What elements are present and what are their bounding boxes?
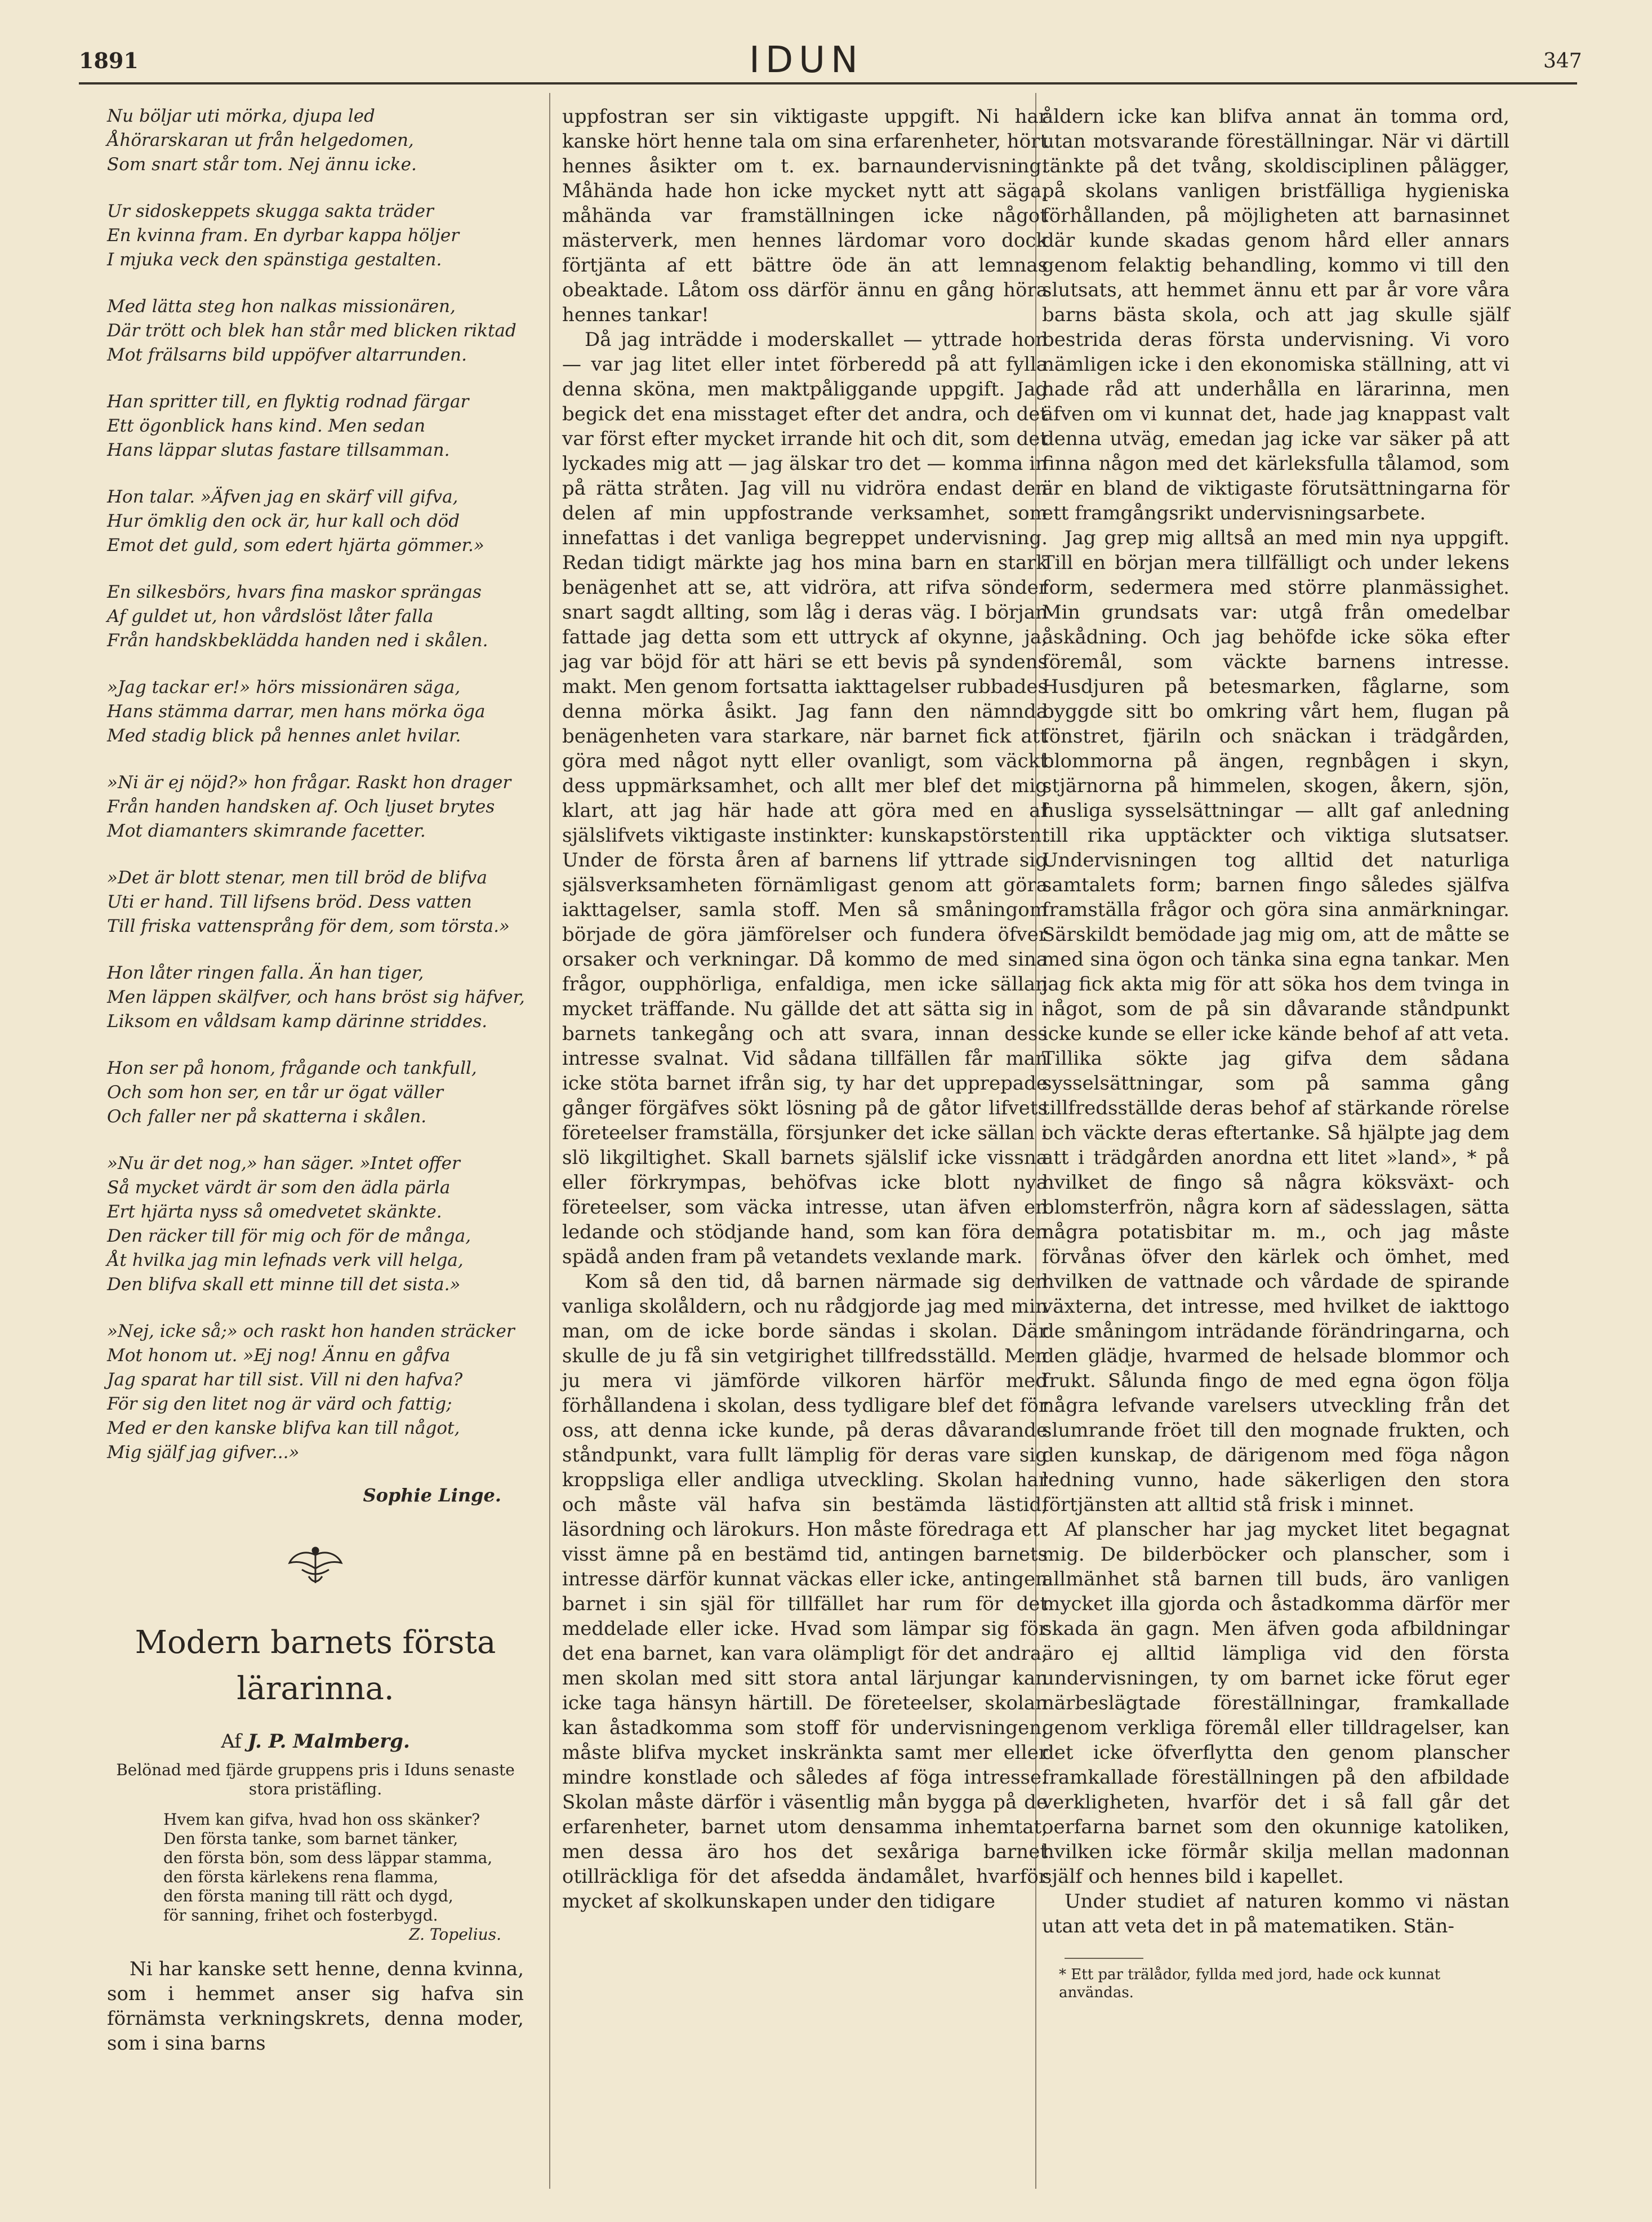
poem-line: »Det är blott stenar, men till bröd de blifva: [107, 868, 487, 888]
article-title-line: Modern barnets första: [135, 1624, 496, 1661]
column-divider: [549, 93, 550, 2189]
poem-line: Hon ser på honom, frågande och tankfull,: [107, 1058, 477, 1078]
poem-line: Till friska vattensprång för dem, som törsta.»: [107, 916, 510, 936]
epigraph-line: den första bön, som dess läppar stamma,: [163, 1848, 493, 1867]
poem-line: Hur ömklig den ock är, hur kall och död: [107, 511, 460, 531]
poem-line: Nu böljar uti mörka, djupa led: [107, 106, 375, 126]
poem-line: Som snart står tom. Nej ännu icke.: [107, 154, 417, 175]
article-paragraph: Då jag inträdde i moderskallet — yttrade hon — var jag litet eller intet förberedd på att fylla denna sköna, men maktpåliggande uppgift. Jag begick det ena misstaget efter det andra, och det var först efter mycket irrande hit och dit, som det lyckades mig att — jag älskar tro det — komma in på rätta stråten. Jag vill nu vidröra endast den delen af min uppfostrande verksamhet, som innefattas i det vanliga begreppet undervisning. Redan tidigt märkte jag hos mina barn en stark benägenhet att se, att vidröra, att rifva sönder snart sagdt allting, som låg i deras väg. I början fattade jag detta som ett uttryck af okynne, ja, jag var böjd för att häri se ett bevis på syndens makt. Men genom fortsatta iakttagelser rubbades denna mörka åsikt. Jag fann den nämnda benägenheten vara starkare, när barnet fick att göra med något nytt eller ovanligt, som väckt dess uppmärksamhet, och allt mer blef det mig klart, att jag här hade att göra med en af själslifvets viktigaste instinkter: kunskapstörsten. Under de första åren af barnens lif yttrade sig själsverksamheten förnämligast genom att göra iakttagelser, samla stoff. Men så småningom började de göra jämförelser och fundera öfver orsaker och verkningar. Då kommo de med sina frågor, oupphörliga, enfaldiga, men icke sällan mycket träffande. Nu gällde det att sätta sig in i barnets tankegång och att svara, innan dess intresse svalnat. Vid sådana tillfällen får man icke stöta barnet ifrån sig, ty har det upprepade gånger förgäfves sökt lösning på de gåtor lifvets företeelser framställa, försjunker det icke sällan i slö likgiltighet. Skall barnets själslif icke vissna eller förkrympas, behöfvas icke blott nya företeelser, som väcka intresse, utan äfven en ledande och stödjande hand, som kan föra den spädå anden fram på vetandets vexlande mark.: [562, 328, 1048, 1268]
poem-line: Från handskbeklädda handen ned i skålen.: [107, 630, 488, 651]
prize-note: [107, 1761, 524, 1799]
poem-line: Den blifva skall ett minne till det sista.»: [107, 1274, 461, 1295]
poem-line: Och faller ner på skatterna i skålen.: [107, 1106, 427, 1127]
article-paragraph: uppfostran ser sin viktigaste uppgift. Ni har kanske hört henne tala om sina erfarenheter, hört hennes åsikter om t. ex. barnaundervisning. Måhända hade hon icke mycket nytt att säga, måhända var framställningen icke något mästerverk, men hennes lärdomar voro dock förtjänta af ett bättre öde än att lemnas obeaktade. Låtom oss därför ännu en gång höra hennes tankar!: [562, 105, 1048, 326]
poem-line: En silkesbörs, hvars fina maskor sprängas: [107, 582, 482, 602]
article-paragraph: Under studiet af naturen kommo vi nästan utan att veta det in på matematiken. Stän-: [1042, 1890, 1509, 1937]
poem-line: En kvinna fram. En dyrbar kappa höljer: [107, 225, 460, 246]
header-year: 1891: [79, 48, 139, 73]
poem-stanza: [107, 485, 524, 558]
poem-line: Mig själf jag gifver...»: [107, 1442, 300, 1463]
poem-line: Och som hon ser, en tår ur ögat väller: [107, 1082, 443, 1103]
article-title-line: lärarinna.: [237, 1670, 394, 1707]
poem-line: Den räcker till för mig och för de många,: [107, 1226, 471, 1246]
column-1: [107, 104, 524, 2056]
article-paragraph: Kom så den tid, då barnen närmade sig den vanliga skolåldern, och nu rådgjorde jag med min man, om de icke borde sändas i skolan. Där skulle de ju få sin vetgirighet tillfredsställd. Men ju mera vi jämförde vilkoren härför med förhållandena i skolan, dess tydligare blef det för oss, att denna icke kunde, på deras dåvarande ståndpunkt, vara fullt lämplig för deras vare sig kroppsliga eller andliga utveckling. Skolan har och måste väl hafva sin bestämda lästid, läsordning och lärokurs. Hon måste föredraga ett visst ämne på en bestämd tid, antingen barnets intresse därför kunnat väckas eller icke, antingen barnet i sin själ för tillfället har rum för det meddelade eller icke. Hvad som lämpar sig för det ena barnet, kan vara olämpligt för det andra, men skolan med sitt stora antal lärjungar kan icke taga hänsyn härtill. De företeelser, skolan kan åstadkomma som stoff för undervisningen, måste blifva mycket inskränkta samt mer eller mindre konstlade och således af föga intresse. Skolan måste därför i väsentlig mån bygga på de erfarenheter, barnet utom densamma inhemtat, men dessa äro hos det sexåriga barnet otillräckliga för det afsedda ändamålet, hvarför mycket af skolkunskapen under den tidigare: [562, 1270, 1048, 1913]
poem-line: Hans stämma darrar, men hans mörka öga: [107, 701, 486, 722]
epigraph-line: Hvem kan gifva, hvad hon oss skänker?: [163, 1810, 480, 1829]
poem-line: Mot frälsarns bild uppöfver altarrunden.: [107, 345, 467, 365]
article-paragraph: Ni har kanske sett henne, denna kvinna, som i hemmet anser sig hafva sin förnämsta verkningskrets, denna moder, som i sina barns: [107, 1958, 524, 2055]
poem-line: Hon låter ringen falla. Än han tiger,: [107, 963, 424, 983]
poem-line: Så mycket värdt är som den ädla pärla: [107, 1177, 451, 1198]
poem-stanza: [107, 390, 524, 463]
poem-line: Uti er hand. Till lifsens bröd. Dess vatten: [107, 892, 472, 912]
poem-line: Hans läppar slutas fastare tillsamman.: [107, 440, 450, 460]
poem-stanza: [107, 866, 524, 939]
poem-line: »Nej, icke så;» och raskt hon handen sträcker: [107, 1321, 515, 1341]
floral-vignette-icon: [107, 1544, 524, 1595]
poem-line: Mot diamanters skimrande facetter.: [107, 821, 426, 841]
poem-line: I mjuka veck den spänstiga gestalten.: [107, 250, 442, 270]
poem-line: Med lätta steg hon nalkas missionären,: [107, 296, 456, 317]
epigraph-author: Z. Topelius.: [409, 1925, 501, 1944]
footnote-rule: [1065, 1958, 1143, 1959]
column-3: [1042, 104, 1509, 2002]
poem-line: Jag sparat har till sist. Vill ni den hafva?: [107, 1370, 463, 1390]
epigraph: [163, 1810, 524, 1925]
poem-stanza: [107, 1152, 524, 1297]
poem-line: Med stadig blick på hennes anlet hvilar.: [107, 726, 461, 746]
byline-prefix: Af: [221, 1730, 242, 1753]
column-2: [562, 104, 1048, 1914]
poem-line: »Jag tackar er!» hörs missionären säga,: [107, 677, 461, 697]
poem-line: Åt hvilka jag min lefnads verk vill helga,: [107, 1250, 464, 1270]
article-paragraph: åldern icke kan blifva annat än tomma ord, utan motsvarande föreställningar. När vi därtill tänkte på det tvång, skoldisciplinen pålägger, på skolans vanligen bristfälliga hygieniska förhållanden, på möjligheten att barnasinnet där kunde skadas genom hård eller annars genom felaktig behandling, kommo vi till den slutsats, att hemmet ännu ett par år vore våra barns bästa skola, och att jag skulle själf bestrida deras första undervisning. Vi voro nämligen icke i den ekonomiska ställning, att vi hade råd att underhålla en lärarinna, men äfven om vi kunnat det, hade jag knappast valt denna utväg, emedan jag icke var säker på att finna någon med det kärleksfulla tålamod, som är en bland de viktigaste förutsättningarna för ett framgångsrikt undervisningsarbete.: [1042, 105, 1509, 525]
poem-line: Emot det guld, som edert hjärta gömmer.»: [107, 535, 484, 556]
poem-line: Från handen handsken af. Och ljuset brytes: [107, 797, 495, 817]
poem-line: Af guldet ut, hon vårdslöst låter falla: [107, 606, 434, 626]
poem-line: Åhörarskaran ut från helgedomen,: [107, 130, 414, 150]
header-rule: [79, 82, 1577, 85]
poem-line: Liksom en våldsam kamp därinne striddes.: [107, 1011, 488, 1032]
epigraph-line: för sanning, frihet och fosterbygd.: [163, 1906, 438, 1925]
poem-line: Men läppen skälfver, och hans bröst sig häfver,: [107, 987, 525, 1007]
article-byline: [107, 1729, 524, 1754]
poem-line: Ur sidoskeppets skugga sakta träder: [107, 201, 434, 221]
article-paragraph: Jag grep mig alltså an med min nya uppgift. Till en början mera tillfälligt och under lekens form, sedermera med större planmässighet. Min grundsats var: utgå från omedelbar åskådning. Och jag behöfde icke söka efter föremål, som väckte barnens intresse. Husdjuren på betesmarken, fåglarne, som byggde sitt bo omkring vårt hem, flugan på fönstret, fjäriln och snäckan i trädgården, blommorna på ängen, regnbågen i skyn, stjärnorna på himmelen, skogen, åkern, sjön, husliga sysselsättningar — allt gaf anledning till rika upptäckter och viktiga slutsatser. Undervisningen tog alltid det naturliga samtalets form; barnen fingo således själfva framställa frågor och göra sina anmärkningar. Särskildt bemödade jag mig om, att de måtte se med sina ögon och tänka sina egna tankar. Men jag fick akta mig för att söka hos dem tvinga in något, som de på sin dåvarande ståndpunkt icke kunde se eller icke kände behof af att veta. Tillika sökte jag gifva dem sådana sysselsättningar, som på samma gång tillfredsställde deras behof af stärkande rörelse och väckte deras eftertanke. Så hjälpte jag dem att i trädgården anordna ett litet »land», * på hvilket de fingo så några köksväxt- och blomsterfrön, några korn af sädesslagen, sätta några potatisbitar m. m., och jag måste förvånas öfver den kärlek och ömhet, med hvilken de vattnade och vårdade de spirande växterna, det intresse, med hvilket de iakttogo de småningom inträdande förändringarna, och den glädje, hvarmed de helsade blommor och frukt. Sålunda fingo de med egna ögon följa några lefvande varelsers utveckling från det slumrande fröet till den mognade frukten, och den kunskap, de därigenom med föga någon ledning vunno, hade säkerligen den stora förtjänsten att alltid stå frisk i minnet.: [1042, 527, 1509, 1516]
poem-line: Mot honom ut. »Ej nog! Ännu en gåfva: [107, 1345, 451, 1366]
footnote: * Ett par trälådor, fyllda med jord, hade ock kunnat användas.: [1059, 1966, 1441, 2001]
poem-line: Där trött och blek han står med blicken riktad: [107, 321, 516, 341]
poem-line: Hon talar. »Äfven jag en skärf vill gifva,: [107, 487, 458, 507]
poem-line: »Nu är det nog,» han säger. »Intet offer: [107, 1153, 460, 1174]
poem-signature: Sophie Linge.: [363, 1485, 501, 1506]
poem-line: Ert hjärta nyss så omedvetet skänkte.: [107, 1202, 442, 1222]
floral-vignette-icon: [282, 1544, 349, 1589]
prize-line: Belönad med fjärde gruppens pris i Iduns senaste: [116, 1761, 515, 1779]
epigraph-line: den första maning till rätt och dygd,: [163, 1887, 453, 1905]
poem-line: Med er den kanske blifva kan till något,: [107, 1418, 460, 1438]
article-paragraph: Af planscher har jag mycket litet begagnat mig. De bilderböcker och planscher, som i allmänhet stå barnen till buds, äro vanligen mycket illa gjorda och åstadkomma därför mer skada än gagn. Men äfven goda afbildningar äro ej alltid lämpliga vid den första undervisningen, ty om barnet icke förut eger närbeslägtade föreställningar, framkallade genom verkliga föremål eller tilldragelser, kan det icke öfverflytta den genom planscher framkallade föreställningen på den afbildade verkligheten, hvarför det i så fall går det oerfarna barnet som den okunnige katoliken, hvilken icke förmår skilja mellan madonnan själf och hennes bild i kapellet.: [1042, 1518, 1509, 1888]
poem-line: »Ni är ej nöjd?» hon frågar. Raskt hon drager: [107, 772, 511, 793]
prize-line: stora pristäfling.: [248, 1780, 382, 1798]
epigraph-line: den första kärlekens rena flamma,: [163, 1868, 439, 1886]
poem-line: För sig den litet nog är värd och fattig;: [107, 1394, 452, 1414]
poem-stanza: [107, 1319, 524, 1465]
epigraph-line: Den första tanke, som barnet tänker,: [163, 1829, 458, 1848]
epigraph-attribution: [163, 1925, 524, 1944]
poem-stanza: [107, 580, 524, 653]
article-title: [107, 1620, 524, 1712]
poem-line: Han spritter till, en flyktig rodnad färgar: [107, 392, 469, 412]
poem-line: Ett ögonblick hans kind. Men sedan: [107, 416, 426, 436]
poem-stanza: [107, 961, 524, 1034]
poem: [107, 104, 524, 1465]
poem-stanza: [107, 676, 524, 748]
header-page-number: 347: [1543, 50, 1582, 73]
poem-stanza: [107, 104, 524, 177]
poem-stanza: [107, 771, 524, 843]
article-author: J. P. Malmberg.: [247, 1730, 410, 1753]
header-title: IDUN: [749, 39, 863, 81]
poem-stanza: [107, 295, 524, 367]
poem-stanza: [107, 1056, 524, 1129]
poem-stanza: [107, 199, 524, 272]
